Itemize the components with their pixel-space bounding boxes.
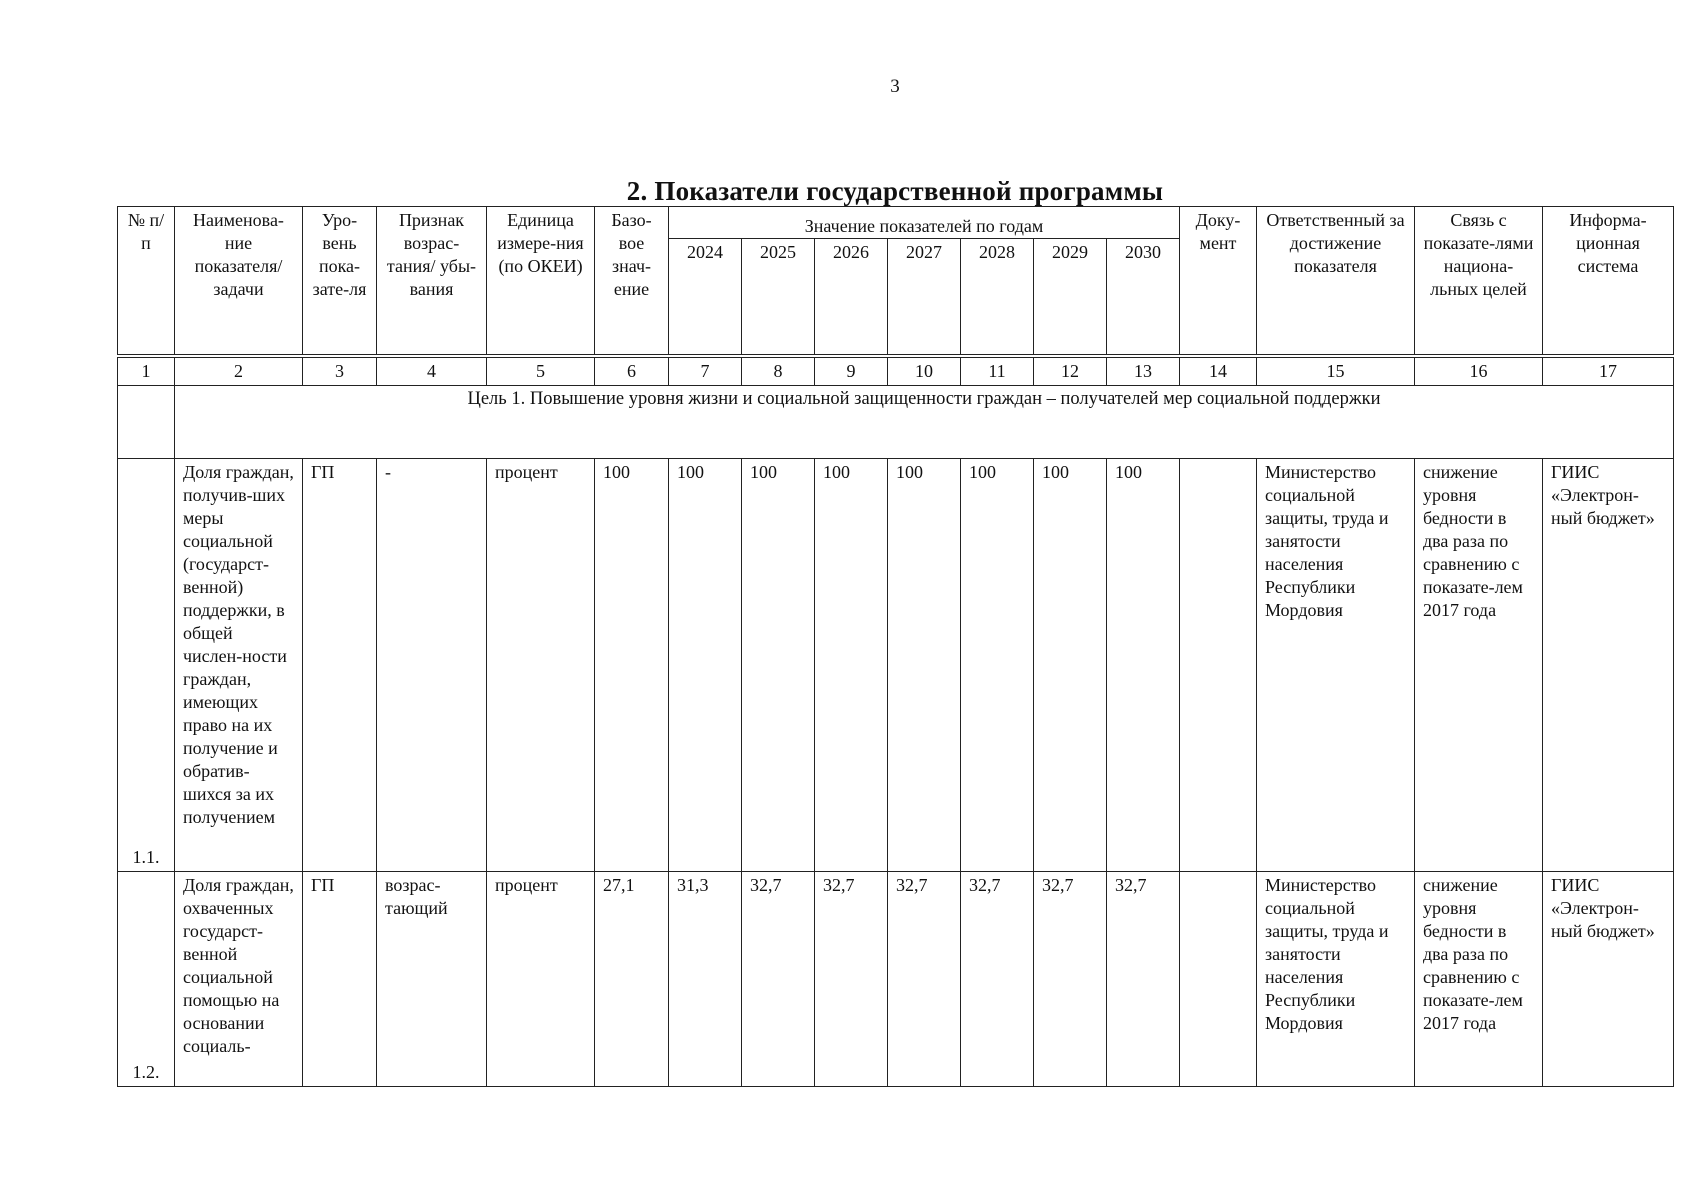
value-2027: 32,7 — [888, 872, 961, 1087]
value-2030: 100 — [1107, 459, 1180, 872]
column-number: 15 — [1257, 358, 1415, 386]
indicator-base: 27,1 — [595, 872, 669, 1087]
header-level: Уро-вень пока-зате-ля — [303, 207, 377, 355]
page-number: 3 — [890, 76, 900, 97]
column-number: 3 — [303, 358, 377, 386]
goal-title: Цель 1. Повышение уровня жизни и социальной защищенности граждан – получателей мер социальной поддержки — [175, 386, 1674, 459]
column-number: 1 — [118, 358, 175, 386]
indicator-responsible: Министерство социальной защиты, труда и занятости населения Республики Мордовия — [1257, 459, 1415, 872]
header-row-1 — [118, 207, 1674, 239]
column-number: 16 — [1415, 358, 1543, 386]
header-info-system: Информа-ционная система — [1543, 207, 1674, 355]
header-year: 2027 — [888, 239, 961, 355]
indicator-link: снижение уровня бедности в два раза по сравнению с показате-лем 2017 года — [1415, 872, 1543, 1087]
header-year: 2024 — [669, 239, 742, 355]
indicator-sign: - — [377, 459, 487, 872]
value-2025: 100 — [742, 459, 815, 872]
column-number: 12 — [1034, 358, 1107, 386]
indicator-name: Доля граждан, получив-ших меры социальной (государст-венной) поддержки, в общей числен-ности граждан, имеющих право на их получение и обратив-шихся за их получением — [175, 459, 303, 872]
value-2024: 100 — [669, 459, 742, 872]
header-year: 2029 — [1034, 239, 1107, 355]
header-no: № п/п — [118, 207, 175, 355]
indicator-level: ГП — [303, 459, 377, 872]
indicator-unit: процент — [487, 459, 595, 872]
indicator-level: ГП — [303, 872, 377, 1087]
header-name: Наименова-ние показателя/ задачи — [175, 207, 303, 355]
column-number: 7 — [669, 358, 742, 386]
indicator-link: снижение уровня бедности в два раза по сравнению с показате-лем 2017 года — [1415, 459, 1543, 872]
header-sign: Признак возрас-тания/ убы-вания — [377, 207, 487, 355]
section-title: 2. Показатели государственной программы — [626, 176, 1164, 206]
header-year: 2030 — [1107, 239, 1180, 355]
table-row — [118, 459, 1674, 872]
indicator-sign: возрас-тающий — [377, 872, 487, 1087]
value-2030: 32,7 — [1107, 872, 1180, 1087]
header-unit: Единица измере-ния (по ОКЕИ) — [487, 207, 595, 355]
column-number: 8 — [742, 358, 815, 386]
row-number: 1.1. — [118, 459, 175, 872]
indicator-document — [1180, 872, 1257, 1087]
indicator-responsible: Министерство социальной защиты, труда и занятости населения Республики Мордовия — [1257, 872, 1415, 1087]
header-years-group: Значение показателей по годам — [669, 207, 1180, 239]
row-number: 1.2. — [118, 872, 175, 1087]
indicator-base: 100 — [595, 459, 669, 872]
column-number: 11 — [961, 358, 1034, 386]
column-number: 6 — [595, 358, 669, 386]
header-doc: Доку-мент — [1180, 207, 1257, 355]
value-2029: 100 — [1034, 459, 1107, 872]
column-number: 4 — [377, 358, 487, 386]
goal-row — [118, 386, 1674, 459]
indicator-info-system: ГИИС «Электрон-ный бюджет» — [1543, 872, 1674, 1087]
value-2028: 100 — [961, 459, 1034, 872]
indicator-name: Доля граждан, охваченных государст-венной социальной помощью на основании социаль- — [175, 872, 303, 1087]
indicator-document — [1180, 459, 1257, 872]
value-2027: 100 — [888, 459, 961, 872]
indicator-info-system: ГИИС «Электрон-ный бюджет» — [1543, 459, 1674, 872]
column-number: 17 — [1543, 358, 1674, 386]
value-2026: 100 — [815, 459, 888, 872]
header-year: 2025 — [742, 239, 815, 355]
column-number: 2 — [175, 358, 303, 386]
goal-empty-cell — [118, 386, 175, 459]
column-number: 5 — [487, 358, 595, 386]
column-number: 14 — [1180, 358, 1257, 386]
header-link: Связь с показате-лями национа-льных целей — [1415, 207, 1543, 355]
value-2025: 32,7 — [742, 872, 815, 1087]
indicator-unit: процент — [487, 872, 595, 1087]
column-number: 13 — [1107, 358, 1180, 386]
column-number: 9 — [815, 358, 888, 386]
indicators-table — [117, 206, 1674, 1087]
header-responsible: Ответственный за достижение показателя — [1257, 207, 1415, 355]
column-numbers-row — [118, 358, 1674, 386]
value-2026: 32,7 — [815, 872, 888, 1087]
header-year: 2026 — [815, 239, 888, 355]
header-base: Базо-вое знач-ение — [595, 207, 669, 355]
value-2028: 32,7 — [961, 872, 1034, 1087]
column-number: 10 — [888, 358, 961, 386]
header-year: 2028 — [961, 239, 1034, 355]
table-row — [118, 872, 1674, 1087]
value-2029: 32,7 — [1034, 872, 1107, 1087]
value-2024: 31,3 — [669, 872, 742, 1087]
